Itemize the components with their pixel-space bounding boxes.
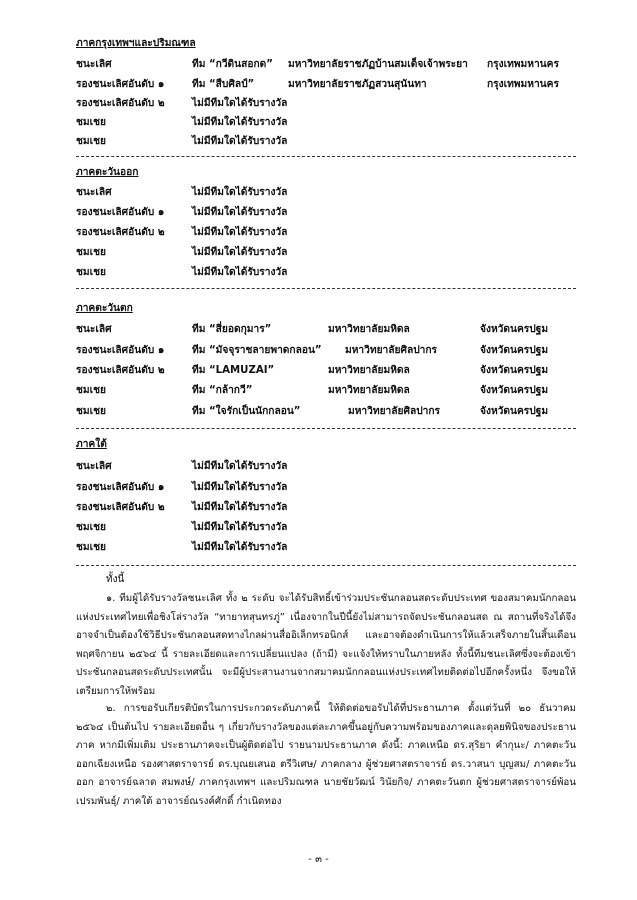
notes-paragraph-1: ๑. ทีมผู้ได้รับรางวัลชนะเลิศ ทั้ง ๒ ระดับ จะได้รับสิทธิ์เข้าร่วมประชันกลอนสดระดับประเทศ ของสมาคมนักกลอนแห่งประเทศไทยเพื่อชิงโล่รางวัล “ทายาทสุนทรภู่” เนื่องจากในปีนี้ยังไม่สามารถจัดประชันกลอนสด ณ สถานที่จริงได้จึงอาจจำเป็นต้องใช้วิธีประชันกลอนสดทางไกลผ่านสื่ออิเล็กทรอนิกส์ และอาจต้องดำเนินการให้แล้วเสร็จภายในสิ้นเดือนพฤศจิกายน ๒๕๖๔ นี้ รายละเอียดและการเปลี่ยนแปลง (ถ้ามี) จะแจ้งให้ทราบในภายหลัง ทั้งนี้ทีมชนะเลิศซึ่งจะต้องเข้าประชันกลอนสดระดับประเทศนั้น จะมีผู้ประสานงานจากสมาคมนักกลอนแห่งประเทศไทยติดต่อไปอีกครั้งหนึ่ง จึงขอให้เตรียมการให้พร้อม [76, 593, 576, 697]
rank-label: ชนะเลิศ [76, 59, 112, 70]
page-number: - ๓ - [308, 854, 329, 865]
rank-label: ชนะเลิศ [76, 324, 112, 335]
rank-label: ชมเชย [76, 542, 106, 553]
university-name: มหาวิทยาลัยมหิดล [328, 365, 410, 376]
team-name: ไม่มีทีมใดได้รับรางวัล [192, 542, 288, 553]
rank-label: ชมเชย [76, 136, 106, 147]
province-name: จังหวัดนครปฐม [480, 406, 549, 417]
team-name: ไม่มีทีมใดได้รับรางวัล [192, 227, 288, 238]
rank-label: รองชนะเลิศอันดับ ๒ [76, 365, 165, 376]
university-name: มหาวิทยาลัยศิลปากร [348, 406, 441, 417]
team-name: ไม่มีทีมใดได้รับรางวัล [192, 207, 288, 218]
rank-label: ชมเชย [76, 117, 106, 128]
rank-label: รองชนะเลิศอันดับ ๑ [76, 345, 165, 356]
university-name: มหาวิทยาลัยราชภัฏบ้านสมเด็จเจ้าพระยา [288, 59, 468, 70]
team-name: ทีม “มัจจุราชลายพาดกลอน” [192, 345, 322, 356]
notes-intro: ทั้งนี้ [106, 574, 125, 585]
province-name: จังหวัดนครปฐม [480, 324, 549, 335]
province-name: จังหวัดนครปฐม [480, 365, 549, 376]
rank-label: รองชนะเลิศอันดับ ๒ [76, 227, 165, 238]
rank-label: ชนะเลิศ [76, 461, 112, 472]
province-name: จังหวัดนครปฐม [480, 345, 549, 356]
university-name: มหาวิทยาลัยมหิดล [328, 324, 410, 335]
university-name: มหาวิทยาลัยศิลปากร [345, 345, 438, 356]
section-title-west: ภาคตะวันตก [76, 303, 133, 314]
team-name: ไม่มีทีมใดได้รับรางวัล [192, 247, 288, 258]
team-name: ทีม “สี่ยอดกุมาร” [192, 324, 272, 335]
rank-label: รองชนะเลิศอันดับ ๑ [76, 79, 165, 90]
province-name: จังหวัดนครปฐม [480, 385, 549, 396]
rank-label: รองชนะเลิศอันดับ ๑ [76, 482, 165, 493]
section-divider [76, 565, 576, 566]
rank-label: ชมเชย [76, 406, 106, 417]
rank-label: ชมเชย [76, 267, 106, 278]
section-divider [76, 428, 576, 429]
section-title-east: ภาคตะวันออก [76, 167, 139, 178]
team-name: ไม่มีทีมใดได้รับรางวัล [192, 117, 288, 128]
rank-label: รองชนะเลิศอันดับ ๒ [76, 502, 165, 513]
university-name: มหาวิทยาลัยราชภัฏสวนสุนันทา [288, 79, 427, 90]
rank-label: ชนะเลิศ [76, 187, 112, 198]
team-name: ทีม “กวีดินสอกด” [192, 59, 273, 70]
section-title-south: ภาคใต้ [76, 439, 107, 450]
team-name: ไม่มีทีมใดได้รับรางวัล [192, 522, 288, 533]
section-title-bangkok: ภาคกรุงเทพฯและปริมณฑล [76, 38, 196, 49]
team-name: ไม่มีทีมใดได้รับรางวัล [192, 461, 288, 472]
team-name: ไม่มีทีมใดได้รับรางวัล [192, 187, 288, 198]
section-divider [76, 288, 576, 289]
section-divider [76, 156, 576, 157]
rank-label: รองชนะเลิศอันดับ ๑ [76, 207, 165, 218]
province-name: กรุงเทพมหานคร [487, 79, 559, 90]
team-name: ไม่มีทีมใดได้รับรางวัล [192, 136, 288, 147]
rank-label: ชมเชย [76, 247, 106, 258]
university-name: มหาวิทยาลัยมหิดล [328, 385, 410, 396]
rank-label: รองชนะเลิศอันดับ ๒ [76, 98, 165, 109]
team-name: ไม่มีทีมใดได้รับรางวัล [192, 482, 288, 493]
team-name: ทีม “LAMUZAI” [192, 365, 275, 376]
team-name: ไม่มีทีมใดได้รับรางวัล [192, 502, 288, 513]
rank-label: ชมเชย [76, 385, 106, 396]
province-name: กรุงเทพมหานคร [487, 59, 559, 70]
notes-paragraph-2: ๒. การขอรับเกียรติบัตรในการประกวดระดับภาคนี้ ให้ติดต่อขอรับได้ที่ประธานภาค ตั้งแต่วันที่ ๒๐ ธันวาคม ๒๕๖๔ เป็นต้นไป รายละเอียดอื่น ๆ เกี่ยวกับรางวัลของแต่ละภาคขึ้นอยู่กับความพร้อมของภาคและดุลยพินิจของประธานภาค หากมีเพิ่มเติม ประธานภาคจะเป็นผู้ติดต่อไป รายนามประธานภาค ดังนี้: ภาคเหนือ ดร.สุริยา คำกุนะ/ ภาคตะวันออกเฉียงเหนือ รองศาสตราจารย์ ดร.บุณยเสนอ ตรีวิเศษ/ ภาคกลาง ผู้ช่วยศาสตราจารย์ ดร.วาสนา บุญสม/ ภาคตะวันออก อาจารย์ฉลาด สมพงษ์/ ภาคกรุงเทพฯ และปริมณฑล นายชัยวัฒน์ วินัยกิจ/ ภาคตะวันตก ผู้ช่วยศาสตราจารย์พ้อน เปรมพันธุ์/ ภาคใต้ อาจารย์ณรงค์ศักดิ์ ก่ำเนิดทอง [76, 703, 576, 807]
team-name: ไม่มีทีมใดได้รับรางวัล [192, 267, 288, 278]
team-name: ไม่มีทีมใดได้รับรางวัล [192, 98, 288, 109]
team-name: ทีม “สืบศิลป์” [192, 79, 255, 90]
team-name: ทีม “ใจรักเป็นนักกลอน” [192, 406, 301, 417]
team-name: ทีม “กล้ากวี” [192, 385, 253, 396]
rank-label: ชมเชย [76, 522, 106, 533]
